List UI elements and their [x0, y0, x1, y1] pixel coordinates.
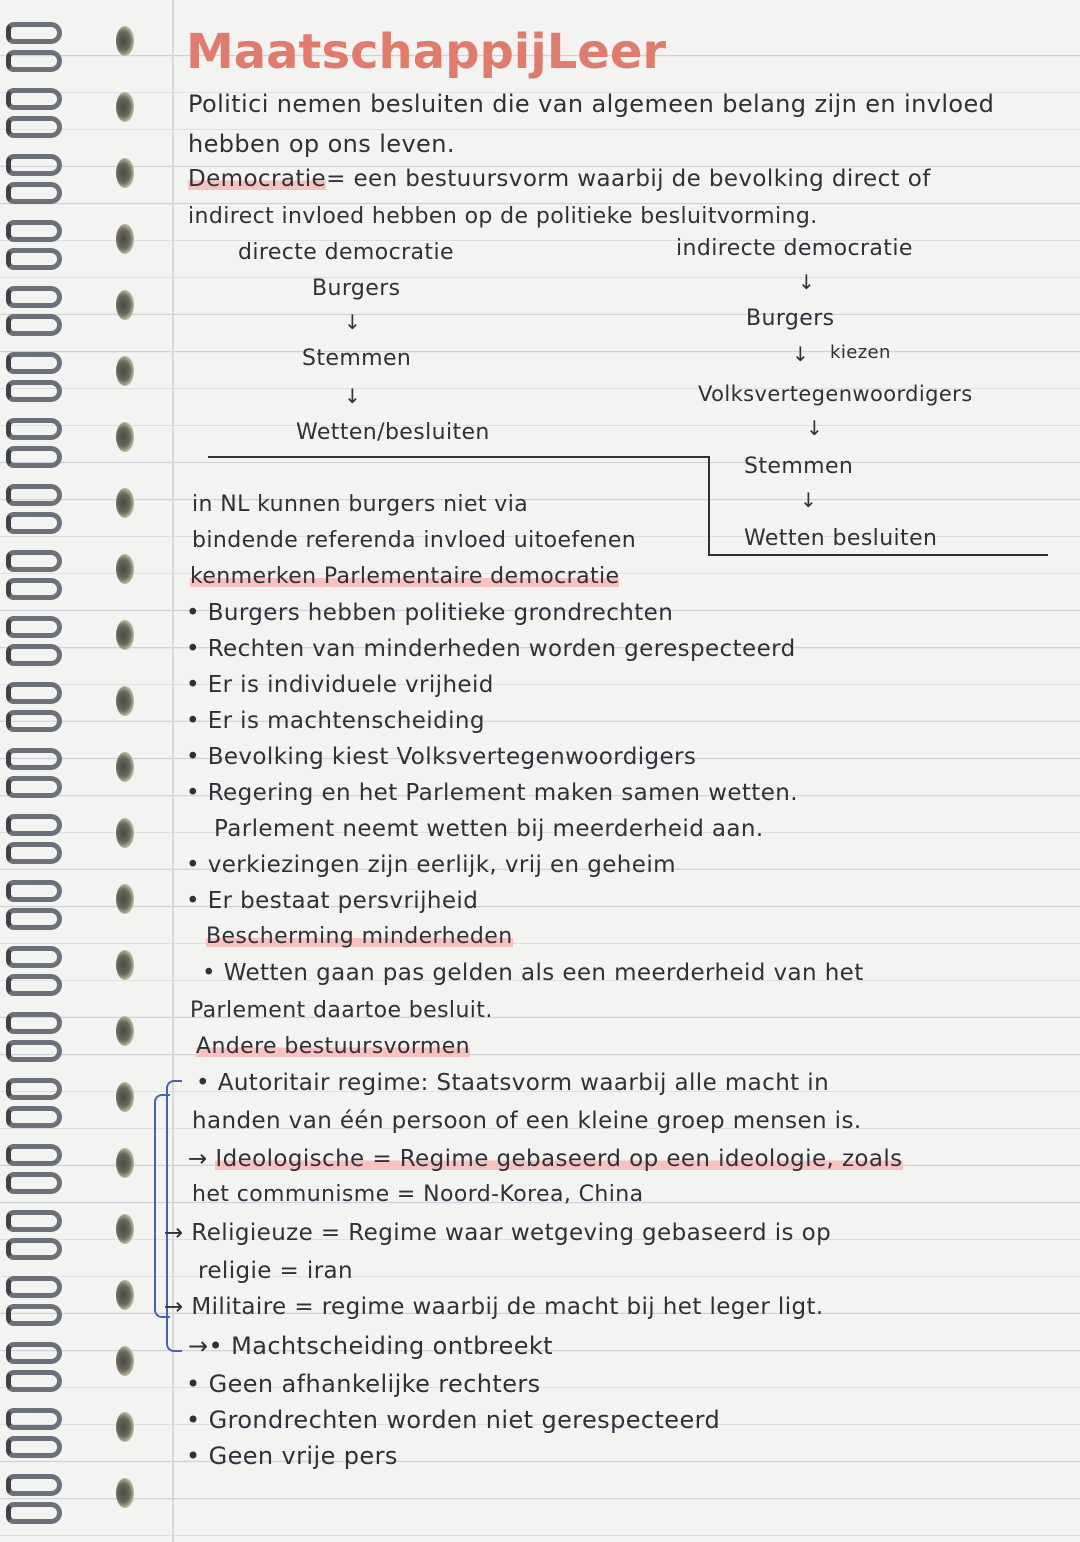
punch-hole [116, 1478, 134, 1508]
punch-hole [116, 950, 134, 980]
arrow-right-icon: → [164, 1294, 192, 1320]
spiral-coil [6, 974, 62, 996]
down-arrow-icon: ↓ [798, 270, 815, 294]
parlementair-item: Parlement neemt wetten bij meerderheid aan. [214, 816, 764, 842]
indirect-arrow-kiezen: kiezen [830, 342, 891, 363]
spiral-coil [6, 380, 62, 402]
nl-note-line-1: in NL kunnen burgers niet via [192, 492, 529, 517]
punch-hole [116, 224, 134, 254]
spiral-coil [6, 1078, 62, 1100]
spiral-coil [6, 248, 62, 270]
spiral-coil [6, 314, 62, 336]
parlementair-heading: kenmerken Parlementaire democratie [190, 564, 620, 589]
spiral-coil [6, 1370, 62, 1392]
bescherming-line-1: • Wetten gaan pas gelden als een meerderheid van het [202, 960, 864, 986]
punch-hole [116, 1016, 134, 1046]
spiral-coil [6, 1172, 62, 1194]
spiral-coil [6, 50, 62, 72]
direct-step-wetten: Wetten/besluiten [296, 420, 490, 445]
page-title: MaatschappijLeer [186, 24, 667, 80]
punch-hole [116, 488, 134, 518]
spiral-coil [6, 154, 62, 176]
direct-step-stemmen: Stemmen [302, 346, 412, 371]
spiral-coil [6, 418, 62, 440]
parlementair-item: • Er is individuele vrijheid [186, 672, 494, 698]
punch-hole [116, 620, 134, 650]
punch-hole [116, 1412, 134, 1442]
punch-hole [116, 158, 134, 188]
spiral-coil [6, 1408, 62, 1430]
punch-hole [116, 1082, 134, 1112]
spiral-coil [6, 644, 62, 666]
ideologisch-line-2: het communisme = Noord-Korea, China [192, 1182, 644, 1207]
punch-hole [116, 1346, 134, 1376]
spiral-coil [6, 748, 62, 770]
punch-hole [116, 752, 134, 782]
punch-hole [116, 92, 134, 122]
parlementair-item: • Burgers hebben politieke grondrechten [186, 600, 674, 626]
religieus-line-1: → Religieuze = Regime waar wetgeving gebaseerd is op [164, 1220, 832, 1246]
spiral-coil [6, 1436, 62, 1458]
intro-line-1: Politici nemen besluiten die van algemeen belang zijn en invloed [188, 90, 995, 118]
bescherming-heading: Bescherming minderheden [206, 924, 513, 949]
andere-kenmerk-item: →• Machtscheiding ontbreekt [188, 1332, 553, 1360]
punch-hole [116, 1214, 134, 1244]
indirect-heading: indirecte democratie [676, 236, 913, 261]
down-arrow-icon: ↓ [344, 384, 361, 408]
spiral-coil [6, 1106, 62, 1128]
ideologisch-line-1: → Ideologische = Regime gebaseerd op een ideologie, zoals [188, 1146, 903, 1172]
nl-note-line-2: bindende referenda invloed uitoefenen [192, 528, 637, 553]
parlementair-item: • Rechten van minderheden worden gerespecteerd [186, 636, 796, 662]
punch-hole [116, 1280, 134, 1310]
spiral-coil [6, 1040, 62, 1062]
autoritair-line-1: • Autoritair regime: Staatsvorm waarbij alle macht in [196, 1070, 830, 1096]
spiral-coil [6, 1238, 62, 1260]
spiral-coil [6, 1276, 62, 1298]
spiral-coil [6, 616, 62, 638]
indirect-step-burgers: Burgers [746, 306, 835, 331]
arrow-right-icon: → [164, 1220, 192, 1246]
spiral-coil [6, 484, 62, 506]
down-arrow-icon: ↓ [792, 342, 809, 366]
spiral-coil [6, 1210, 62, 1232]
punch-hole [116, 554, 134, 584]
andere-kenmerk-item: • Grondrechten worden niet gerespecteerd [186, 1406, 721, 1434]
democratie-def-2: indirect invloed hebben op de politieke besluitvorming. [188, 204, 818, 229]
democratie-def-1: = een bestuursvorm waarbij de bevolking direct of [326, 166, 931, 192]
autoritair-line-2: handen van één persoon of een kleine groep mensen is. [192, 1108, 862, 1134]
down-arrow-icon: ↓ [806, 416, 823, 440]
punch-hole [116, 422, 134, 452]
spiral-coil [6, 88, 62, 110]
indirect-step-volksvertegenwoordigers: Volksvertegenwoordigers [698, 382, 973, 406]
spiral-binding [0, 0, 70, 1542]
spiral-coil [6, 22, 62, 44]
militair-line: → Militaire = regime waarbij de macht bij het leger ligt. [164, 1294, 824, 1320]
spiral-coil [6, 578, 62, 600]
divider-line [208, 456, 710, 458]
intro-line-2: hebben op ons leven. [188, 130, 455, 158]
spiral-coil [6, 1474, 62, 1496]
spiral-coil [6, 1342, 62, 1364]
spiral-coil [6, 550, 62, 572]
spiral-coil [6, 682, 62, 704]
indirect-step-wetten: Wetten besluiten [744, 526, 938, 551]
punch-hole [116, 818, 134, 848]
parlementair-item: • verkiezingen zijn eerlijk, vrij en geheim [186, 852, 676, 878]
spiral-coil [6, 710, 62, 732]
down-arrow-icon: ↓ [344, 310, 361, 334]
spiral-coil [6, 842, 62, 864]
parlementair-item: • Bevolking kiest Volksvertegenwoordigers [186, 744, 697, 770]
spiral-coil [6, 1502, 62, 1524]
andere-kenmerk-item: • Geen afhankelijke rechters [186, 1370, 541, 1398]
spiral-coil [6, 908, 62, 930]
spiral-coil [6, 880, 62, 902]
spiral-coil [6, 1304, 62, 1326]
bescherming-line-2: Parlement daartoe besluit. [190, 998, 493, 1023]
direct-step-burgers: Burgers [312, 276, 401, 301]
spiral-coil [6, 446, 62, 468]
divider-line [708, 554, 1048, 556]
spiral-coil [6, 220, 62, 242]
spiral-coil [6, 286, 62, 308]
andere-kenmerk-item: • Geen vrije pers [186, 1442, 398, 1470]
down-arrow-icon: ↓ [800, 488, 817, 512]
democratie-definition [188, 166, 931, 192]
parlementair-item: • Er bestaat persvrijheid [186, 888, 479, 914]
punch-hole [116, 356, 134, 386]
spiral-coil [6, 776, 62, 798]
religieus-line-2: religie = iran [198, 1258, 354, 1284]
punch-hole [116, 1148, 134, 1178]
bracket-inner [154, 1094, 170, 1318]
spiral-coil [6, 814, 62, 836]
arrow-right-icon: → [188, 1146, 216, 1172]
spiral-coil [6, 1012, 62, 1034]
punch-hole [116, 686, 134, 716]
spiral-coil [6, 182, 62, 204]
direct-heading: directe democratie [238, 240, 454, 265]
spiral-coil [6, 352, 62, 374]
democratie-term: Democratie [188, 166, 327, 192]
indirect-step-stemmen: Stemmen [744, 454, 854, 479]
spiral-coil [6, 1144, 62, 1166]
punch-hole [116, 26, 134, 56]
spiral-coil [6, 116, 62, 138]
spiral-coil [6, 512, 62, 534]
parlementair-item: • Regering en het Parlement maken samen wetten. [186, 780, 798, 806]
punch-hole [116, 884, 134, 914]
punch-hole [116, 290, 134, 320]
andere-heading: Andere bestuursvormen [196, 1034, 471, 1059]
parlementair-item: • Er is machtenscheiding [186, 708, 485, 734]
spiral-coil [6, 946, 62, 968]
divider-line [708, 456, 710, 556]
